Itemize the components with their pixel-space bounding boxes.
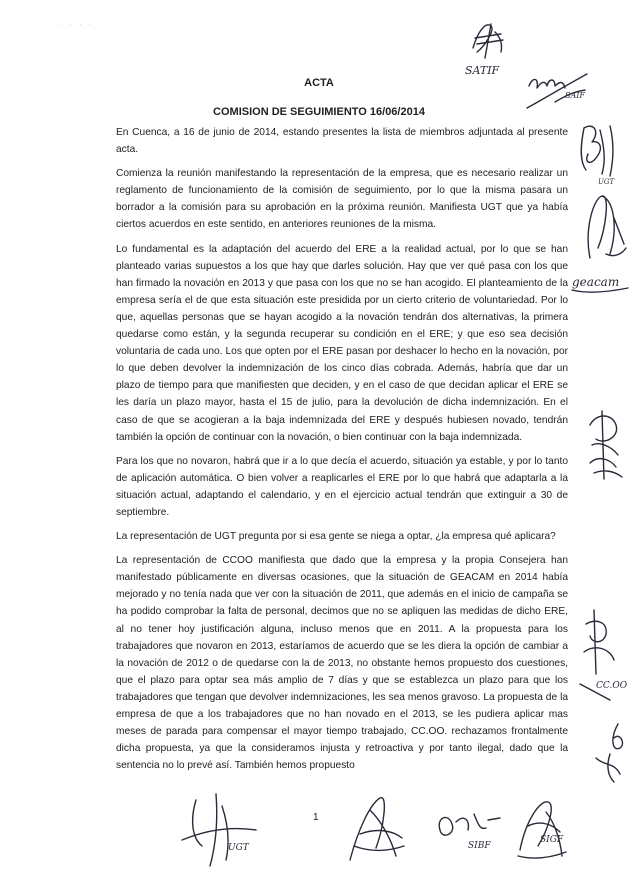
paragraph-5: La representación de UGT pregunta por si esa gente se niega a optar, ¿la empresa qué aplicara? (116, 531, 556, 543)
document-subtitle: COMISION DE SEGUIMIENTO 16/06/2014 (213, 106, 425, 119)
paragraph-3: Lo fundamental es la adaptación del acuerdo del ERE a la realidad actual, por lo que se han planteado varias supuestos a los que hay que darles solución. Hay que ver qué pasa con los que han firmado la novación en 2013 y que pasa con los que no se han acogido. El planteamiento de la empresa sería el de que esta situación este presidida por un cierto criterio de voluntariedad. Por lo que, aquellas personas que se hayan acogido a la novación tendrán dos alternativas, la primera quedarse como están, y la segunda recuperar su condición en el ERE; y que eso sea decisión voluntaria de cada uno. Los que opten por el ERE pasan por deshacer lo hecho en la novación, por lo que deben devolver la indemnización de los cinco días cobrada. Además, habría que dar un plazo de tiempo para que manifiesten que deciden, y en el caso de que decidan aplicar el ERE se les daría un plazo mayor, hasta el 15 de julio, para la devolución de dicha indemnización. En el caso de que se acogieran a la baja indemnizada del ERE y después hubiesen novado, tendrán también la opción de continuar con la novación, o bien continuar con la baja indemnizada. (116, 243, 568, 443)
signature-right-ugt (570, 118, 630, 188)
signature-ccoo-label: CC.OO (596, 681, 628, 691)
signature-geacam (568, 262, 634, 302)
signature-sibf-label: SIBF (468, 841, 491, 851)
paragraph-6: La representación de CCOO manifiesta que dado que la empresa y la propia Consejera han manifestado públicamente en diversas ocasiones, que la situación de GEACAM en 2014 había mejorado y no tenía nada que ver con la situación de 2011, que además en el inicio de campaña se ha podido comprobar la falta de personal, decimos que no se apliquen las medidas de dicho ERE, al no tener hoy justificación alguna, incluso menos que en 2011. A la propuesta para los trabajadores que novaron en 2013, estaríamos de acuerdo que se les diera la opción de cambiar a la novación de 2012 o de quedarse con la de 2013, no obstante hemos propuesto dos cuestiones, que el plazo para optar sea más amplio de 7 días y que se establezca un plazo para que los trabajadores que tengan que devolver indemnizaciones, les sea menos gravoso. La propuesta de la empresa de que a los trabajadores que no han novado en el 2013, se les pudiera aplicar mas meses de parada para compensar el mayor tiempo trabajado, CC.OO. rechazamos frontalmente dicha propuesta, ya que la consideramos injusta y retroactiva y por tanto ilegal, dado que la sentencia no lo prevé así. También hemos propuesto (116, 555, 568, 772)
signature-bottom-ugt (176, 790, 266, 870)
page-number: 1 (313, 812, 319, 823)
signature-ccoo (576, 604, 636, 704)
signature-sigf-label: SIGF (540, 835, 564, 845)
signature-sibf (430, 800, 510, 860)
signature-sigf (510, 790, 580, 870)
signature-satif (455, 18, 525, 80)
document-body (116, 124, 568, 781)
signature-saif-label: SAIF (565, 91, 585, 100)
paragraph-1: En Cuenca, a 16 de junio de 2014, estando presentes la lista de miembros adjuntada al presente acta. (116, 127, 568, 156)
scan-speck: · · · · (60, 22, 94, 28)
signature-right-bottom (590, 718, 630, 788)
signature-satif-label: SATIF (465, 64, 500, 77)
signature-right-loop (580, 188, 630, 268)
signature-right-stamp (582, 405, 632, 485)
document-title: ACTA (304, 77, 334, 90)
signature-right-ugt-label: UGT (598, 178, 615, 186)
paragraph-4: Para los que no novaron, habrá que ir a lo que decía el acuerdo, situación ya estable, y por lo tanto de aplicación automática. O bien volver a reaplicarles el ERE por lo que habrá que adaptarla a la situación actual, adaptando el calendario, y en el ejercicio actual tendrán que extinguir a 30 de septiembre. (116, 455, 568, 518)
signature-bottom-ugt-label: UGT (228, 843, 249, 853)
signature-geacam-label: geacam (572, 275, 620, 289)
paragraph-2: Comienza la reunión manifestando la representación de la empresa, que es necesario realizar un reglamento de funcionamiento de la comisión de seguimiento, por lo que la misma pasara un borrador a la comisión para su aprobación en la próxima reunión. Manifiesta UGT que ya había ciertos acuerdos en este sentido, en anteriores reuniones de la misma. (116, 168, 568, 231)
signature-bottom-center-1 (340, 790, 420, 870)
